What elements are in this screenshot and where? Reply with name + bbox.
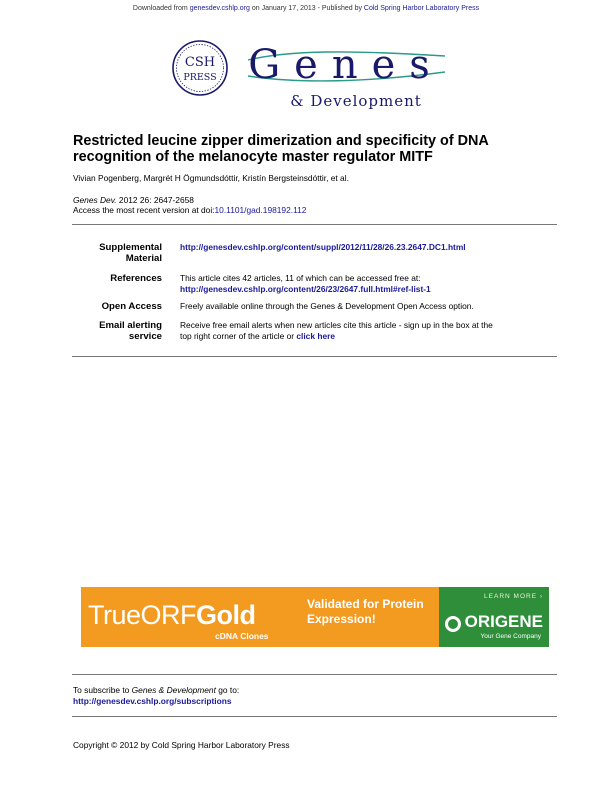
references-label: References xyxy=(110,273,162,284)
email-label-line-2: service xyxy=(128,331,162,342)
ad-product-a: TrueORF xyxy=(88,600,197,630)
ad-tagline-2: Expression! xyxy=(307,612,376,626)
journal-abbrev: Genes Dev. xyxy=(73,195,117,205)
ad-product-b: Gold xyxy=(196,600,256,630)
email-alert-value xyxy=(180,320,560,341)
email-label-line-1: Email alerting xyxy=(99,320,162,331)
divider-top xyxy=(72,224,557,225)
download-prefix: Downloaded from xyxy=(132,5,190,12)
references-value xyxy=(180,273,560,294)
development-word: & Development xyxy=(290,92,422,110)
subscribe-block xyxy=(73,685,239,706)
download-middle: on January 17, 2013 - Published by xyxy=(249,5,364,12)
publisher-link[interactable]: Cold Spring Harbor Laboratory Press xyxy=(363,5,480,12)
download-site-link[interactable]: genesdev.cshlp.org xyxy=(189,5,250,12)
title-line-1: Restricted leucine zipper dimerization and specificity of DNA xyxy=(73,133,489,149)
ad-product-name xyxy=(88,600,256,631)
ad-brand: ORIGENE xyxy=(464,612,543,631)
cshl-press-seal xyxy=(173,41,227,95)
email-alert-label xyxy=(73,320,162,342)
genes-word: Genes xyxy=(248,42,444,88)
open-access-text: Freely available online through the Genes & Development Open Access option. xyxy=(180,301,474,311)
ad-tagline-1: Validated for Protein xyxy=(307,597,424,611)
download-notice xyxy=(0,5,612,12)
supplemental-label-line-1: Supplemental xyxy=(99,242,162,253)
subscribe-prefix: To subscribe to xyxy=(73,685,132,695)
email-text-line-1: Receive free email alerts when new articles cite this article - sign up in the box at the xyxy=(180,320,493,330)
advertisement-banner[interactable] xyxy=(81,587,549,647)
subscribe-journal: Genes & Development xyxy=(131,685,216,695)
ad-tagline xyxy=(307,597,424,627)
doi-link[interactable]: 10.1101/gad.198192.112 xyxy=(214,205,307,215)
supplemental-label xyxy=(73,242,162,264)
ad-learn-more[interactable]: LEARN MORE › xyxy=(484,593,543,600)
citation-volume: 2012 26: 2647-2658 xyxy=(116,195,194,205)
ad-product-sub: cDNA Clones xyxy=(215,631,269,641)
logo-graphic xyxy=(170,36,450,112)
supplemental-label-line-2: Material xyxy=(125,253,162,264)
references-link[interactable]: http://genesdev.cshlp.org/content/26/23/2647.full.html#ref-list-1 xyxy=(180,283,431,294)
supplemental-link[interactable]: http://genesdev.cshlp.org/content/suppl/2012/11/28/26.23.2647.DC1.html xyxy=(180,242,466,252)
origene-logo-icon xyxy=(445,616,461,632)
references-text: This article cites 42 articles, 11 of which can be accessed free at: xyxy=(180,273,421,283)
access-text: Access the most recent version at doi: xyxy=(73,205,215,215)
ad-brand-tag: Your Gene Company xyxy=(480,633,541,640)
supplemental-value xyxy=(180,242,560,253)
genes-wordmark xyxy=(248,42,445,110)
subscribe-suffix: go to: xyxy=(215,685,240,695)
article-title xyxy=(73,133,553,165)
seal-text-press: PRESS xyxy=(183,72,217,83)
article-citation xyxy=(73,195,306,215)
subscribe-link[interactable]: http://genesdev.cshlp.org/subscriptions xyxy=(73,695,232,706)
title-line-2: recognition of the melanocyte master regulator MITF xyxy=(73,149,433,165)
divider-footer xyxy=(72,716,557,717)
journal-logo xyxy=(170,36,450,112)
divider-ad-bottom xyxy=(72,674,557,675)
seal-text-csh: CSH xyxy=(184,55,216,70)
open-access-label: Open Access xyxy=(101,301,162,312)
click-here-link[interactable]: click here xyxy=(296,330,336,341)
email-text-line-2: top right corner of the article or xyxy=(180,330,297,341)
copyright-notice: Copyright © 2012 by Cold Spring Harbor Laboratory Press xyxy=(73,740,290,750)
article-authors: Vivian Pogenberg, Margrét H Ögmundsdóttir, Kristín Bergsteinsdóttir, et al. xyxy=(73,173,349,183)
divider-bottom xyxy=(72,356,557,357)
